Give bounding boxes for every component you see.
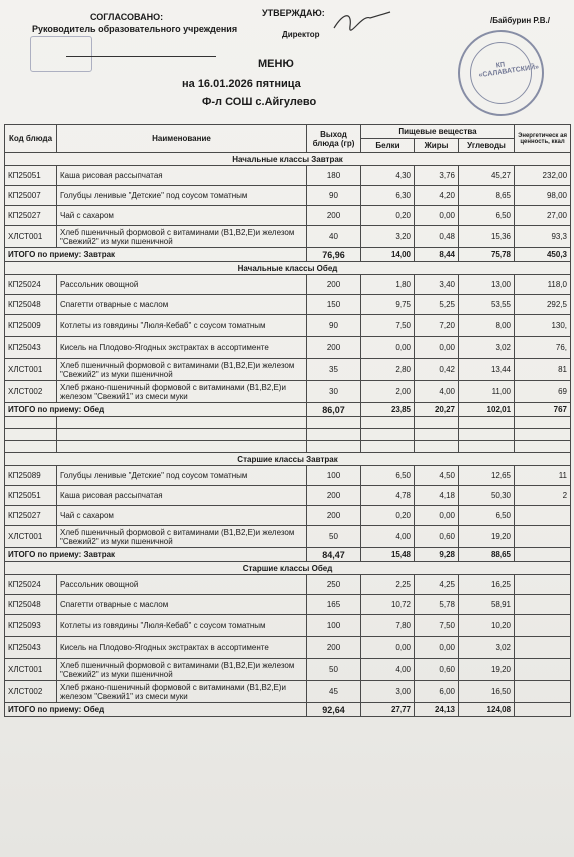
dish-carbs: 6,50 xyxy=(459,506,515,526)
dish-code: ХЛСТ002 xyxy=(5,681,57,703)
dish-protein: 0,00 xyxy=(361,337,415,359)
table-row xyxy=(5,615,571,637)
dish-energy xyxy=(515,506,571,526)
empty-cell xyxy=(459,417,515,429)
empty-cell xyxy=(307,417,361,429)
dish-name: Каша рисовая рассыпчатая xyxy=(57,486,307,506)
section-header-row xyxy=(5,153,571,166)
dish-name: Каша рисовая рассыпчатая xyxy=(57,166,307,186)
dish-protein: 4,00 xyxy=(361,659,415,681)
dish-energy: 118,0 xyxy=(515,275,571,295)
total-label: ИТОГО по приему: Обед xyxy=(5,703,307,717)
dish-name: Хлеб ржано-пшеничный формовой с витаминами (В1,В2,Е)и железом "Свежий1" из смеси муки xyxy=(57,381,307,403)
menu-date: на 16.01.2026 пятница xyxy=(182,78,301,90)
dish-name: Хлеб пшеничный формовой с витаминами (В1,В2,Е)и железом "Свежий2" из муки пшеничной xyxy=(57,226,307,248)
dish-name: Котлеты из говядины "Люля-Кебаб" с соусом томатным xyxy=(57,615,307,637)
total-fat: 8,44 xyxy=(415,248,459,262)
dish-protein: 10,72 xyxy=(361,595,415,615)
dish-name: Хлеб ржано-пшеничный формовой с витаминами (В1,В2,Е)и железом "Свежий1" из смеси муки xyxy=(57,681,307,703)
dish-code: КП25007 xyxy=(5,186,57,206)
section-header-row xyxy=(5,262,571,275)
dish-name: Рассольник овощной xyxy=(57,575,307,595)
dish-name: Чай с сахаром xyxy=(57,506,307,526)
dish-weight: 150 xyxy=(307,295,361,315)
table-row xyxy=(5,575,571,595)
table-row xyxy=(5,186,571,206)
dish-fat: 0,60 xyxy=(415,659,459,681)
dish-code: КП25093 xyxy=(5,615,57,637)
dish-weight: 250 xyxy=(307,575,361,595)
dish-carbs: 8,65 xyxy=(459,186,515,206)
table-row xyxy=(5,206,571,226)
empty-cell xyxy=(361,441,415,453)
dish-fat: 4,18 xyxy=(415,486,459,506)
dish-energy: 98,00 xyxy=(515,186,571,206)
dish-name: Хлеб пшеничный формовой с витаминами (В1,В2,Е)и железом "Свежий2" из муки пшеничной xyxy=(57,526,307,548)
total-row xyxy=(5,548,571,562)
dish-energy xyxy=(515,659,571,681)
dish-carbs: 3,02 xyxy=(459,337,515,359)
empty-cell xyxy=(361,429,415,441)
section-title: Начальные классы Завтрак xyxy=(5,153,571,166)
col-fat-header: Жиры xyxy=(415,139,459,153)
document-header xyxy=(0,0,574,130)
dish-weight: 40 xyxy=(307,226,361,248)
dish-code: КП25043 xyxy=(5,637,57,659)
dish-name: Голубцы ленивые "Детские" под соусом томатным xyxy=(57,466,307,486)
menu-table xyxy=(4,124,571,717)
director-label: Директор xyxy=(282,30,320,39)
table-row xyxy=(5,681,571,703)
dish-fat: 7,20 xyxy=(415,315,459,337)
empty-cell xyxy=(415,429,459,441)
col-weight-header: Выход блюда (гр) xyxy=(307,125,361,153)
dish-carbs: 10,20 xyxy=(459,615,515,637)
dish-carbs: 58,91 xyxy=(459,595,515,615)
col-name-header: Наименование xyxy=(57,125,307,153)
dish-weight: 90 xyxy=(307,315,361,337)
dish-carbs: 13,44 xyxy=(459,359,515,381)
dish-carbs: 13,00 xyxy=(459,275,515,295)
total-label: ИТОГО по приему: Завтрак xyxy=(5,548,307,562)
empty-row xyxy=(5,417,571,429)
total-carbs: 124,08 xyxy=(459,703,515,717)
dish-energy: 69 xyxy=(515,381,571,403)
dish-energy: 76, xyxy=(515,337,571,359)
dish-protein: 4,30 xyxy=(361,166,415,186)
table-row xyxy=(5,381,571,403)
dish-fat: 0,00 xyxy=(415,206,459,226)
total-row xyxy=(5,248,571,262)
empty-cell xyxy=(5,417,57,429)
dish-code: КП25024 xyxy=(5,575,57,595)
empty-cell xyxy=(459,441,515,453)
total-label: ИТОГО по приему: Обед xyxy=(5,403,307,417)
dish-protein: 9,75 xyxy=(361,295,415,315)
dish-code: ХЛСТ001 xyxy=(5,659,57,681)
dish-fat: 0,42 xyxy=(415,359,459,381)
empty-row xyxy=(5,429,571,441)
agreed-position: Руководитель образовательного учреждения xyxy=(32,24,238,34)
empty-cell xyxy=(307,429,361,441)
dish-name: Котлеты из говядины "Люля-Кебаб" с соусом томатным xyxy=(57,315,307,337)
menu-school: Ф-л СОШ с.Айгулево xyxy=(202,96,317,108)
dish-energy: 2 xyxy=(515,486,571,506)
dish-fat: 3,76 xyxy=(415,166,459,186)
total-row xyxy=(5,403,571,417)
dish-energy xyxy=(515,615,571,637)
dish-weight: 200 xyxy=(307,275,361,295)
dish-protein: 6,30 xyxy=(361,186,415,206)
dish-weight: 45 xyxy=(307,681,361,703)
total-fat: 24,13 xyxy=(415,703,459,717)
dish-name: Чай с сахаром xyxy=(57,206,307,226)
dish-protein: 4,00 xyxy=(361,526,415,548)
dish-code: КП25051 xyxy=(5,166,57,186)
dish-code: КП25043 xyxy=(5,337,57,359)
dish-protein: 2,80 xyxy=(361,359,415,381)
dish-carbs: 53,55 xyxy=(459,295,515,315)
dish-fat: 5,25 xyxy=(415,295,459,315)
total-energy: 450,3 xyxy=(515,248,571,262)
col-carbs-header: Углеводы xyxy=(459,139,515,153)
col-energy-header: Энергетическ ая ценность, ккал xyxy=(515,125,571,153)
dish-carbs: 16,50 xyxy=(459,681,515,703)
table-row xyxy=(5,295,571,315)
dish-code: ХЛСТ001 xyxy=(5,526,57,548)
menu-title: МЕНЮ xyxy=(258,58,294,70)
total-protein: 27,77 xyxy=(361,703,415,717)
director-signature xyxy=(330,8,400,34)
dish-carbs: 19,20 xyxy=(459,659,515,681)
dish-weight: 100 xyxy=(307,615,361,637)
total-protein: 23,85 xyxy=(361,403,415,417)
dish-fat: 0,48 xyxy=(415,226,459,248)
dish-carbs: 15,36 xyxy=(459,226,515,248)
empty-cell xyxy=(415,441,459,453)
dish-weight: 200 xyxy=(307,337,361,359)
total-weight: 86,07 xyxy=(307,403,361,417)
empty-cell xyxy=(515,417,571,429)
empty-cell xyxy=(57,441,307,453)
dish-code: КП25048 xyxy=(5,295,57,315)
table-row xyxy=(5,166,571,186)
dish-protein: 3,20 xyxy=(361,226,415,248)
total-fat: 20,27 xyxy=(415,403,459,417)
dish-code: КП25051 xyxy=(5,486,57,506)
dish-weight: 35 xyxy=(307,359,361,381)
empty-cell xyxy=(5,441,57,453)
dish-protein: 0,00 xyxy=(361,637,415,659)
agreed-title: СОГЛАСОВАНО: xyxy=(90,12,164,22)
dish-protein: 0,20 xyxy=(361,206,415,226)
director-name: /Байбурин Р.В./ xyxy=(490,16,550,25)
dish-protein: 2,25 xyxy=(361,575,415,595)
stamp-text: КП «САЛАВАТСКИЙ» xyxy=(478,61,540,80)
total-carbs: 88,65 xyxy=(459,548,515,562)
dish-fat: 4,00 xyxy=(415,381,459,403)
dish-fat: 0,00 xyxy=(415,637,459,659)
dish-weight: 200 xyxy=(307,206,361,226)
dish-weight: 200 xyxy=(307,637,361,659)
empty-cell xyxy=(57,417,307,429)
menu-body xyxy=(5,153,571,717)
dish-name: Кисель на Плодово-Ягодных экстрактах в ассортименте xyxy=(57,637,307,659)
dish-fat: 0,00 xyxy=(415,506,459,526)
approved-title: УТВЕРЖДАЮ: xyxy=(262,8,325,18)
dish-carbs: 12,65 xyxy=(459,466,515,486)
empty-cell xyxy=(57,429,307,441)
dish-fat: 0,00 xyxy=(415,337,459,359)
dish-name: Рассольник овощной xyxy=(57,275,307,295)
dish-carbs: 11,00 xyxy=(459,381,515,403)
dish-weight: 165 xyxy=(307,595,361,615)
dish-protein: 4,78 xyxy=(361,486,415,506)
dish-fat: 4,20 xyxy=(415,186,459,206)
col-code-header: Код блюда xyxy=(5,125,57,153)
dish-carbs: 16,25 xyxy=(459,575,515,595)
dish-name: Голубцы ленивые "Детские" под соусом томатным xyxy=(57,186,307,206)
total-row xyxy=(5,703,571,717)
table-row xyxy=(5,486,571,506)
dish-weight: 50 xyxy=(307,659,361,681)
dish-weight: 180 xyxy=(307,166,361,186)
empty-cell xyxy=(307,441,361,453)
table-row xyxy=(5,659,571,681)
total-weight: 84,47 xyxy=(307,548,361,562)
dish-energy: 11 xyxy=(515,466,571,486)
dish-fat: 5,78 xyxy=(415,595,459,615)
dish-name: Спагетти отварные с маслом xyxy=(57,595,307,615)
col-nutrients-header: Пищевые вещества xyxy=(361,125,515,139)
table-row xyxy=(5,466,571,486)
section-title: Старшие классы Завтрак xyxy=(5,453,571,466)
empty-row xyxy=(5,441,571,453)
dish-fat: 4,50 xyxy=(415,466,459,486)
total-weight: 92,64 xyxy=(307,703,361,717)
dish-protein: 3,00 xyxy=(361,681,415,703)
dish-weight: 50 xyxy=(307,526,361,548)
dish-code: КП25027 xyxy=(5,206,57,226)
dish-energy xyxy=(515,575,571,595)
empty-cell xyxy=(361,417,415,429)
dish-code: КП25089 xyxy=(5,466,57,486)
left-signature-line xyxy=(66,38,216,57)
table-row xyxy=(5,359,571,381)
section-title: Старшие классы Обед xyxy=(5,562,571,575)
total-carbs: 102,01 xyxy=(459,403,515,417)
total-protein: 15,48 xyxy=(361,548,415,562)
dish-energy: 81 xyxy=(515,359,571,381)
empty-cell xyxy=(5,429,57,441)
empty-cell xyxy=(515,429,571,441)
dish-energy xyxy=(515,681,571,703)
total-carbs: 75,78 xyxy=(459,248,515,262)
table-row xyxy=(5,315,571,337)
dish-code: КП25027 xyxy=(5,506,57,526)
dish-carbs: 50,30 xyxy=(459,486,515,506)
dish-energy: 130, xyxy=(515,315,571,337)
dish-code: КП25024 xyxy=(5,275,57,295)
dish-energy xyxy=(515,526,571,548)
table-row xyxy=(5,337,571,359)
dish-protein: 1,80 xyxy=(361,275,415,295)
dish-carbs: 19,20 xyxy=(459,526,515,548)
dish-name: Хлеб пшеничный формовой с витаминами (В1,В2,Е)и железом "Свежий2" из муки пшеничной xyxy=(57,359,307,381)
dish-code: КП25009 xyxy=(5,315,57,337)
dish-weight: 90 xyxy=(307,186,361,206)
dish-protein: 7,50 xyxy=(361,315,415,337)
dish-name: Хлеб пшеничный формовой с витаминами (В1,В2,Е)и железом "Свежий2" из муки пшеничной xyxy=(57,659,307,681)
total-fat: 9,28 xyxy=(415,548,459,562)
dish-fat: 0,60 xyxy=(415,526,459,548)
dish-carbs: 8,00 xyxy=(459,315,515,337)
col-protein-header: Белки xyxy=(361,139,415,153)
section-header-row xyxy=(5,562,571,575)
dish-code: ХЛСТ002 xyxy=(5,381,57,403)
dish-carbs: 3,02 xyxy=(459,637,515,659)
total-energy xyxy=(515,548,571,562)
table-row xyxy=(5,595,571,615)
total-weight: 76,96 xyxy=(307,248,361,262)
table-row xyxy=(5,637,571,659)
dish-weight: 30 xyxy=(307,381,361,403)
total-label: ИТОГО по приему: Завтрак xyxy=(5,248,307,262)
dish-code: ХЛСТ001 xyxy=(5,359,57,381)
dish-weight: 200 xyxy=(307,486,361,506)
total-protein: 14,00 xyxy=(361,248,415,262)
empty-cell xyxy=(415,417,459,429)
dish-energy xyxy=(515,595,571,615)
dish-energy xyxy=(515,637,571,659)
dish-energy: 232,00 xyxy=(515,166,571,186)
dish-energy: 27,00 xyxy=(515,206,571,226)
empty-cell xyxy=(515,441,571,453)
dish-fat: 3,40 xyxy=(415,275,459,295)
round-stamp xyxy=(458,30,544,116)
dish-code: ХЛСТ001 xyxy=(5,226,57,248)
dish-carbs: 6,50 xyxy=(459,206,515,226)
dish-protein: 0,20 xyxy=(361,506,415,526)
dish-name: Кисель на Плодово-Ягодных экстрактах в ассортименте xyxy=(57,337,307,359)
dish-energy: 93,3 xyxy=(515,226,571,248)
dish-protein: 6,50 xyxy=(361,466,415,486)
table-row xyxy=(5,226,571,248)
dish-weight: 200 xyxy=(307,506,361,526)
dish-weight: 100 xyxy=(307,466,361,486)
dish-fat: 4,25 xyxy=(415,575,459,595)
dish-fat: 7,50 xyxy=(415,615,459,637)
dish-carbs: 45,27 xyxy=(459,166,515,186)
total-energy: 767 xyxy=(515,403,571,417)
dish-code: КП25048 xyxy=(5,595,57,615)
table-row xyxy=(5,275,571,295)
empty-cell xyxy=(459,429,515,441)
section-title: Начальные классы Обед xyxy=(5,262,571,275)
section-header-row xyxy=(5,453,571,466)
dish-fat: 6,00 xyxy=(415,681,459,703)
table-row xyxy=(5,526,571,548)
table-row xyxy=(5,506,571,526)
dish-energy: 292,5 xyxy=(515,295,571,315)
total-energy xyxy=(515,703,571,717)
dish-name: Спагетти отварные с маслом xyxy=(57,295,307,315)
dish-protein: 7,80 xyxy=(361,615,415,637)
dish-protein: 2,00 xyxy=(361,381,415,403)
